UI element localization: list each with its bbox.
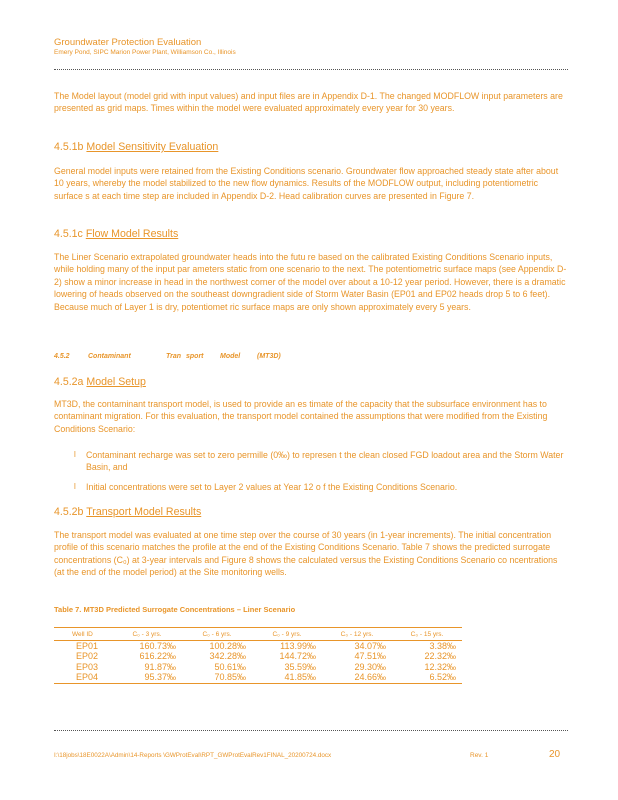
footer-revision: Rev. 1 — [470, 752, 489, 759]
heading-word: sport — [186, 353, 204, 360]
section-number: 4.5.2 — [54, 353, 70, 360]
table-cell: 34.07‰ — [354, 641, 386, 651]
section-title: Flow Model Results — [85, 228, 179, 240]
section-heading-4-5-1c — [54, 228, 178, 240]
table-cell: 100.28‰ — [209, 641, 246, 651]
table-cell: 160.73‰ — [139, 641, 176, 651]
heading-word: Model — [220, 353, 241, 360]
column-header: C₀ - 6 yrs. — [182, 628, 252, 641]
table-cell: 24.66‰ — [322, 672, 392, 683]
table-row — [54, 651, 462, 661]
document-header-title: Groundwater Protection Evaluation — [54, 37, 202, 48]
paragraph-model-setup: MT3D, the contaminant transport model, is used to provide an es timate of the capacity that the subsurface environment has to contaminant migration. For this evaluation, the transport model contained the assumptions that were modified from the Existing Conditions Scenario: — [54, 399, 548, 434]
section-title: Model Sensitivity Evaluation — [86, 141, 219, 153]
section-heading-4-5-1b — [54, 141, 218, 153]
table-cell: 95.37‰ — [112, 672, 182, 683]
column-header: C₀ - 15 yrs. — [392, 628, 462, 641]
page-number: 20 — [549, 749, 561, 760]
table-cell: 70.85‰ — [182, 672, 252, 683]
section-title: Model Setup — [86, 376, 146, 388]
heading-word: Contaminant — [88, 353, 131, 360]
section-number: 4.5.1b — [54, 141, 84, 153]
table-cell: 144.72‰ — [279, 651, 316, 662]
table-cell: 41.85‰ — [252, 672, 322, 683]
header-divider — [54, 69, 568, 70]
paragraph-sensitivity: General model inputs were retained from the Existing Conditions scenario. Groundwater flow approached steady state after about 10 years, whereby the model stabilized to the new flow dynamics. Results of the MODFLOW output, including potentiometric surface s at each time step are included in Appendix D-2. Head calibration curves are presented in Figure 7. — [54, 166, 559, 201]
table-cell: 113.99‰ — [280, 641, 316, 651]
section-number: 4.5.2a — [54, 376, 84, 388]
bullet-item: Contaminant recharge was set to zero permille (0‰) to represen t the clean closed FGD loadout area and the Storm Water Basin, and — [86, 450, 564, 473]
footer-file-path: I:\18jobs\18E0022A\Admin\14-Reports \GWProtEval\RPT_GWProtEvalRev1FINAL_20200724.docx — [54, 752, 332, 759]
table-cell: 91.87‰ — [144, 661, 176, 672]
table-cell: 29.30‰ — [354, 661, 386, 672]
table-row — [54, 672, 462, 683]
column-header: C₀ - 12 yrs. — [322, 628, 392, 641]
footer-divider — [54, 730, 568, 731]
table-cell: 3.38‰ — [429, 641, 456, 651]
table-cell: 50.61‰ — [214, 661, 246, 672]
bullet-marker: l — [74, 450, 76, 459]
table-row — [54, 641, 462, 652]
table-cell: 342.28‰ — [209, 651, 246, 662]
heading-word: Tran — [166, 353, 182, 360]
table-row — [54, 662, 462, 672]
table-cell: 47.51‰ — [354, 651, 386, 662]
heading-word: (MT3D) — [257, 353, 281, 360]
column-header: C₀ - 9 yrs. — [252, 628, 322, 641]
paragraph-transport-results: The transport model was evaluated at one time step over the course of 30 years (in 1-year increments). The initial concentration profile of this scenario matches the profile at the end of the Existing Conditions Scenario. Table 7 shows the predicted surrogate concentrations (C₀) at 3-year intervals and Figure 8 shows the calculated versus the Existing Conditions Scenario co ncentrations (at the end of the model period) at the Site monitoring wells. — [54, 530, 558, 578]
table-header-row — [54, 628, 462, 641]
column-header: C₀ - 3 yrs. — [112, 628, 182, 641]
table-cell: 12.32‰ — [424, 661, 456, 672]
section-title: Transport Model Results — [86, 506, 202, 518]
table-cell: EP04 — [54, 672, 112, 683]
table-cell: 6.52‰ — [392, 672, 462, 683]
bullet-marker: l — [74, 482, 76, 491]
section-heading-4-5-2b — [54, 506, 201, 518]
section-heading-4-5-2a — [54, 376, 146, 388]
concentration-table — [54, 627, 462, 684]
section-heading-4-5-2 — [54, 353, 281, 360]
table-cell: 35.59‰ — [284, 661, 316, 672]
paragraph-flow-results: The Liner Scenario extrapolated groundwater heads into the futu re based on the calibrated Existing Conditions Scenario inputs, while holding many of the input par ameters static from one scenario to the next. The potentiometric surface maps (see Appendix D-2) show a minor increase in head in the northwest corner of the model over about a 10-12 year period. However, there is a dramatic lowering of heads observed on the southeast downgradient side of Storm Water Basin (EP01 and EP02 heads drop 5 to 6 feet). Because much of Layer 1 is dry, potentiomet ric surface maps are only shown approximately every 5 years. — [54, 252, 567, 312]
column-header: Well ID — [54, 628, 112, 641]
table-cell: 22.32‰ — [424, 651, 456, 662]
section-number: 4.5.1c — [54, 228, 83, 240]
table-cell: EP03 — [76, 661, 99, 672]
table-caption: Table 7. MT3D Predicted Surrogate Concentrations – Liner Scenario — [54, 605, 296, 614]
document-header-subtitle: Emery Pond, SIPC Marion Power Plant, Williamson Co., Illinois — [54, 49, 236, 56]
section-number: 4.5.2b — [54, 506, 84, 518]
intro-paragraph: The Model layout (model grid with input values) and input files are in Appendix D-1. The changed MODFLOW input parameters are presented as grid maps. Times within the model were evaluated approximately every year for 30 years. — [54, 91, 563, 114]
bullet-item: Initial concentrations were set to Layer 2 values at Year 12 o f the Existing Conditions Scenario. — [86, 482, 458, 492]
table-cell: 616.22‰ — [139, 651, 176, 662]
table-cell: EP02 — [76, 651, 99, 662]
table-cell: EP01 — [76, 641, 99, 651]
